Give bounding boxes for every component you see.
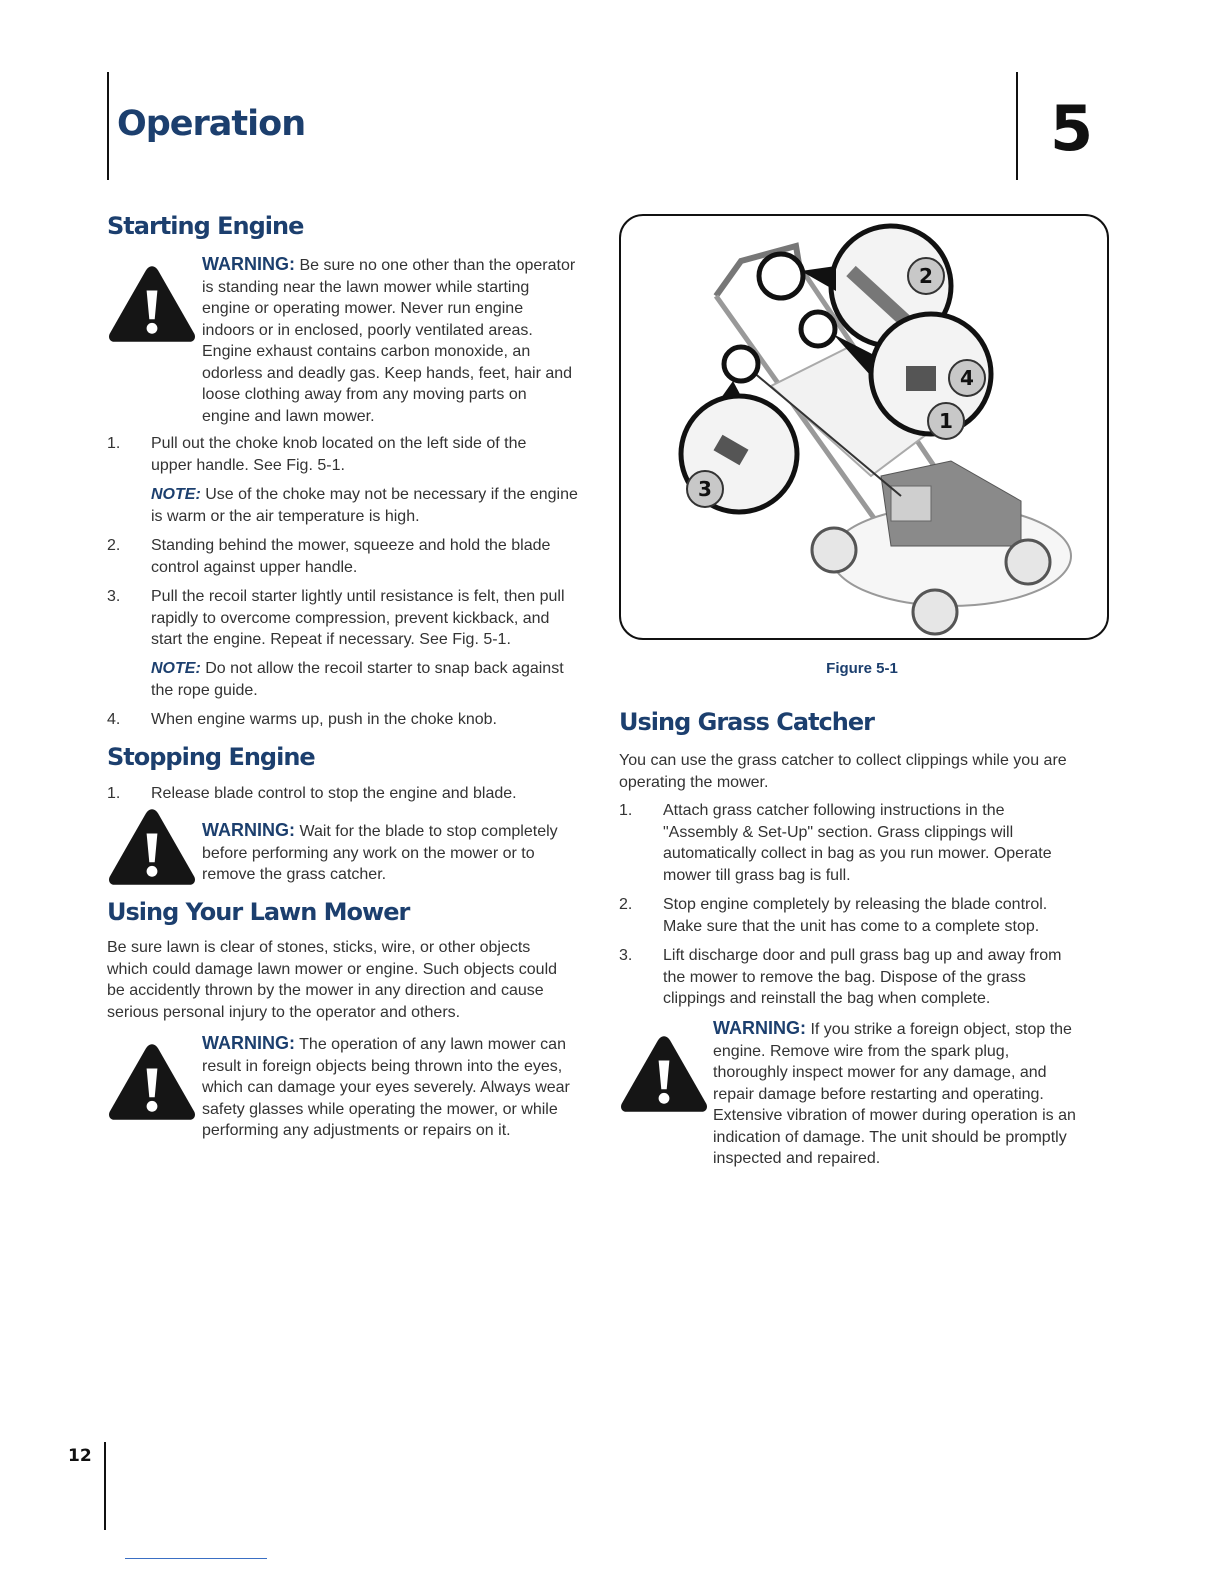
note: NOTE: Do not allow the recoil starter to snap back against the rope guide. [151, 660, 564, 699]
svg-text:3: 3 [698, 477, 712, 501]
svg-text:2: 2 [919, 264, 933, 288]
figure-5-1 [619, 214, 1109, 640]
lawn-mower-paragraph: Be sure lawn is clear of stones, sticks, wire, or other objects which could damage lawn mower or engine. Such objects could be accidently thrown by the mower in any direction and cause serious personal injury to the operator and others. [107, 939, 558, 1021]
header-rule-right [1016, 72, 1018, 180]
stopping-engine-heading: Stopping Engine [107, 743, 315, 771]
page-number: 12 [68, 1446, 92, 1466]
using-lawn-mower-heading: Using Your Lawn Mower [107, 898, 410, 926]
callout-4 [949, 360, 985, 396]
warning-icon [107, 806, 197, 888]
warning-block-starting: WARNING: Be sure no one other than the operator is standing near the lawn mower while starting engine or operating mower. Never run engine indoors or in enclosed, poorly ventilated areas. Engine exhaust contains carbon monoxide, an odorless and deadly gas. Keep hands, feet, hair and loose clothing away from any moving parts on engine and lawn mower. [202, 254, 576, 425]
grass-catcher-intro: You can use the grass catcher to collect clippings while you are operating the mower. [619, 752, 1067, 791]
warning-block-lawn-mower: WARNING: The operation of any lawn mower can result in foreign objects being thrown into the eyes, which can damage your eyes severely. Always wear safety glasses while operating the mower, or while performing any adjustments or repairs on it. [202, 1033, 570, 1139]
svg-text:1: 1 [939, 409, 953, 433]
header-rule-left [107, 72, 109, 180]
warning-label: WARNING: [202, 254, 295, 274]
chapter-number: 5 [1050, 92, 1094, 165]
figure-caption: Figure 5-1 [826, 660, 898, 677]
warning-icon [107, 262, 197, 346]
warning-icon [107, 1040, 197, 1124]
svg-text:4: 4 [960, 366, 974, 390]
starting-engine-heading: Starting Engine [107, 212, 304, 240]
callout-3 [687, 471, 723, 507]
callout-1 [928, 403, 964, 439]
warning-icon [619, 1032, 709, 1116]
callout-2 [908, 258, 944, 294]
grass-catcher-heading: Using Grass Catcher [619, 708, 874, 736]
mower-illustration [621, 216, 1107, 638]
warning-block-grass-catcher: WARNING: If you strike a foreign object, stop the engine. Remove wire from the spark plug, thoroughly inspect mower for any damage, and repair damage before restarting and operating. Extensive vibration of mower during operation is an indication of damage. The unit should be promptly inspected and repaired. [713, 1018, 1076, 1167]
footer-rule [104, 1442, 106, 1530]
footer-link-line [125, 1558, 267, 1559]
warning-block-stopping: WARNING: Wait for the blade to stop completely before performing any work on the mower or to remove the grass catcher. [202, 820, 558, 883]
note: NOTE: Use of the choke may not be necessary if the engine is warm or the air temperature is high. [151, 486, 578, 525]
page-title: Operation [117, 104, 306, 144]
